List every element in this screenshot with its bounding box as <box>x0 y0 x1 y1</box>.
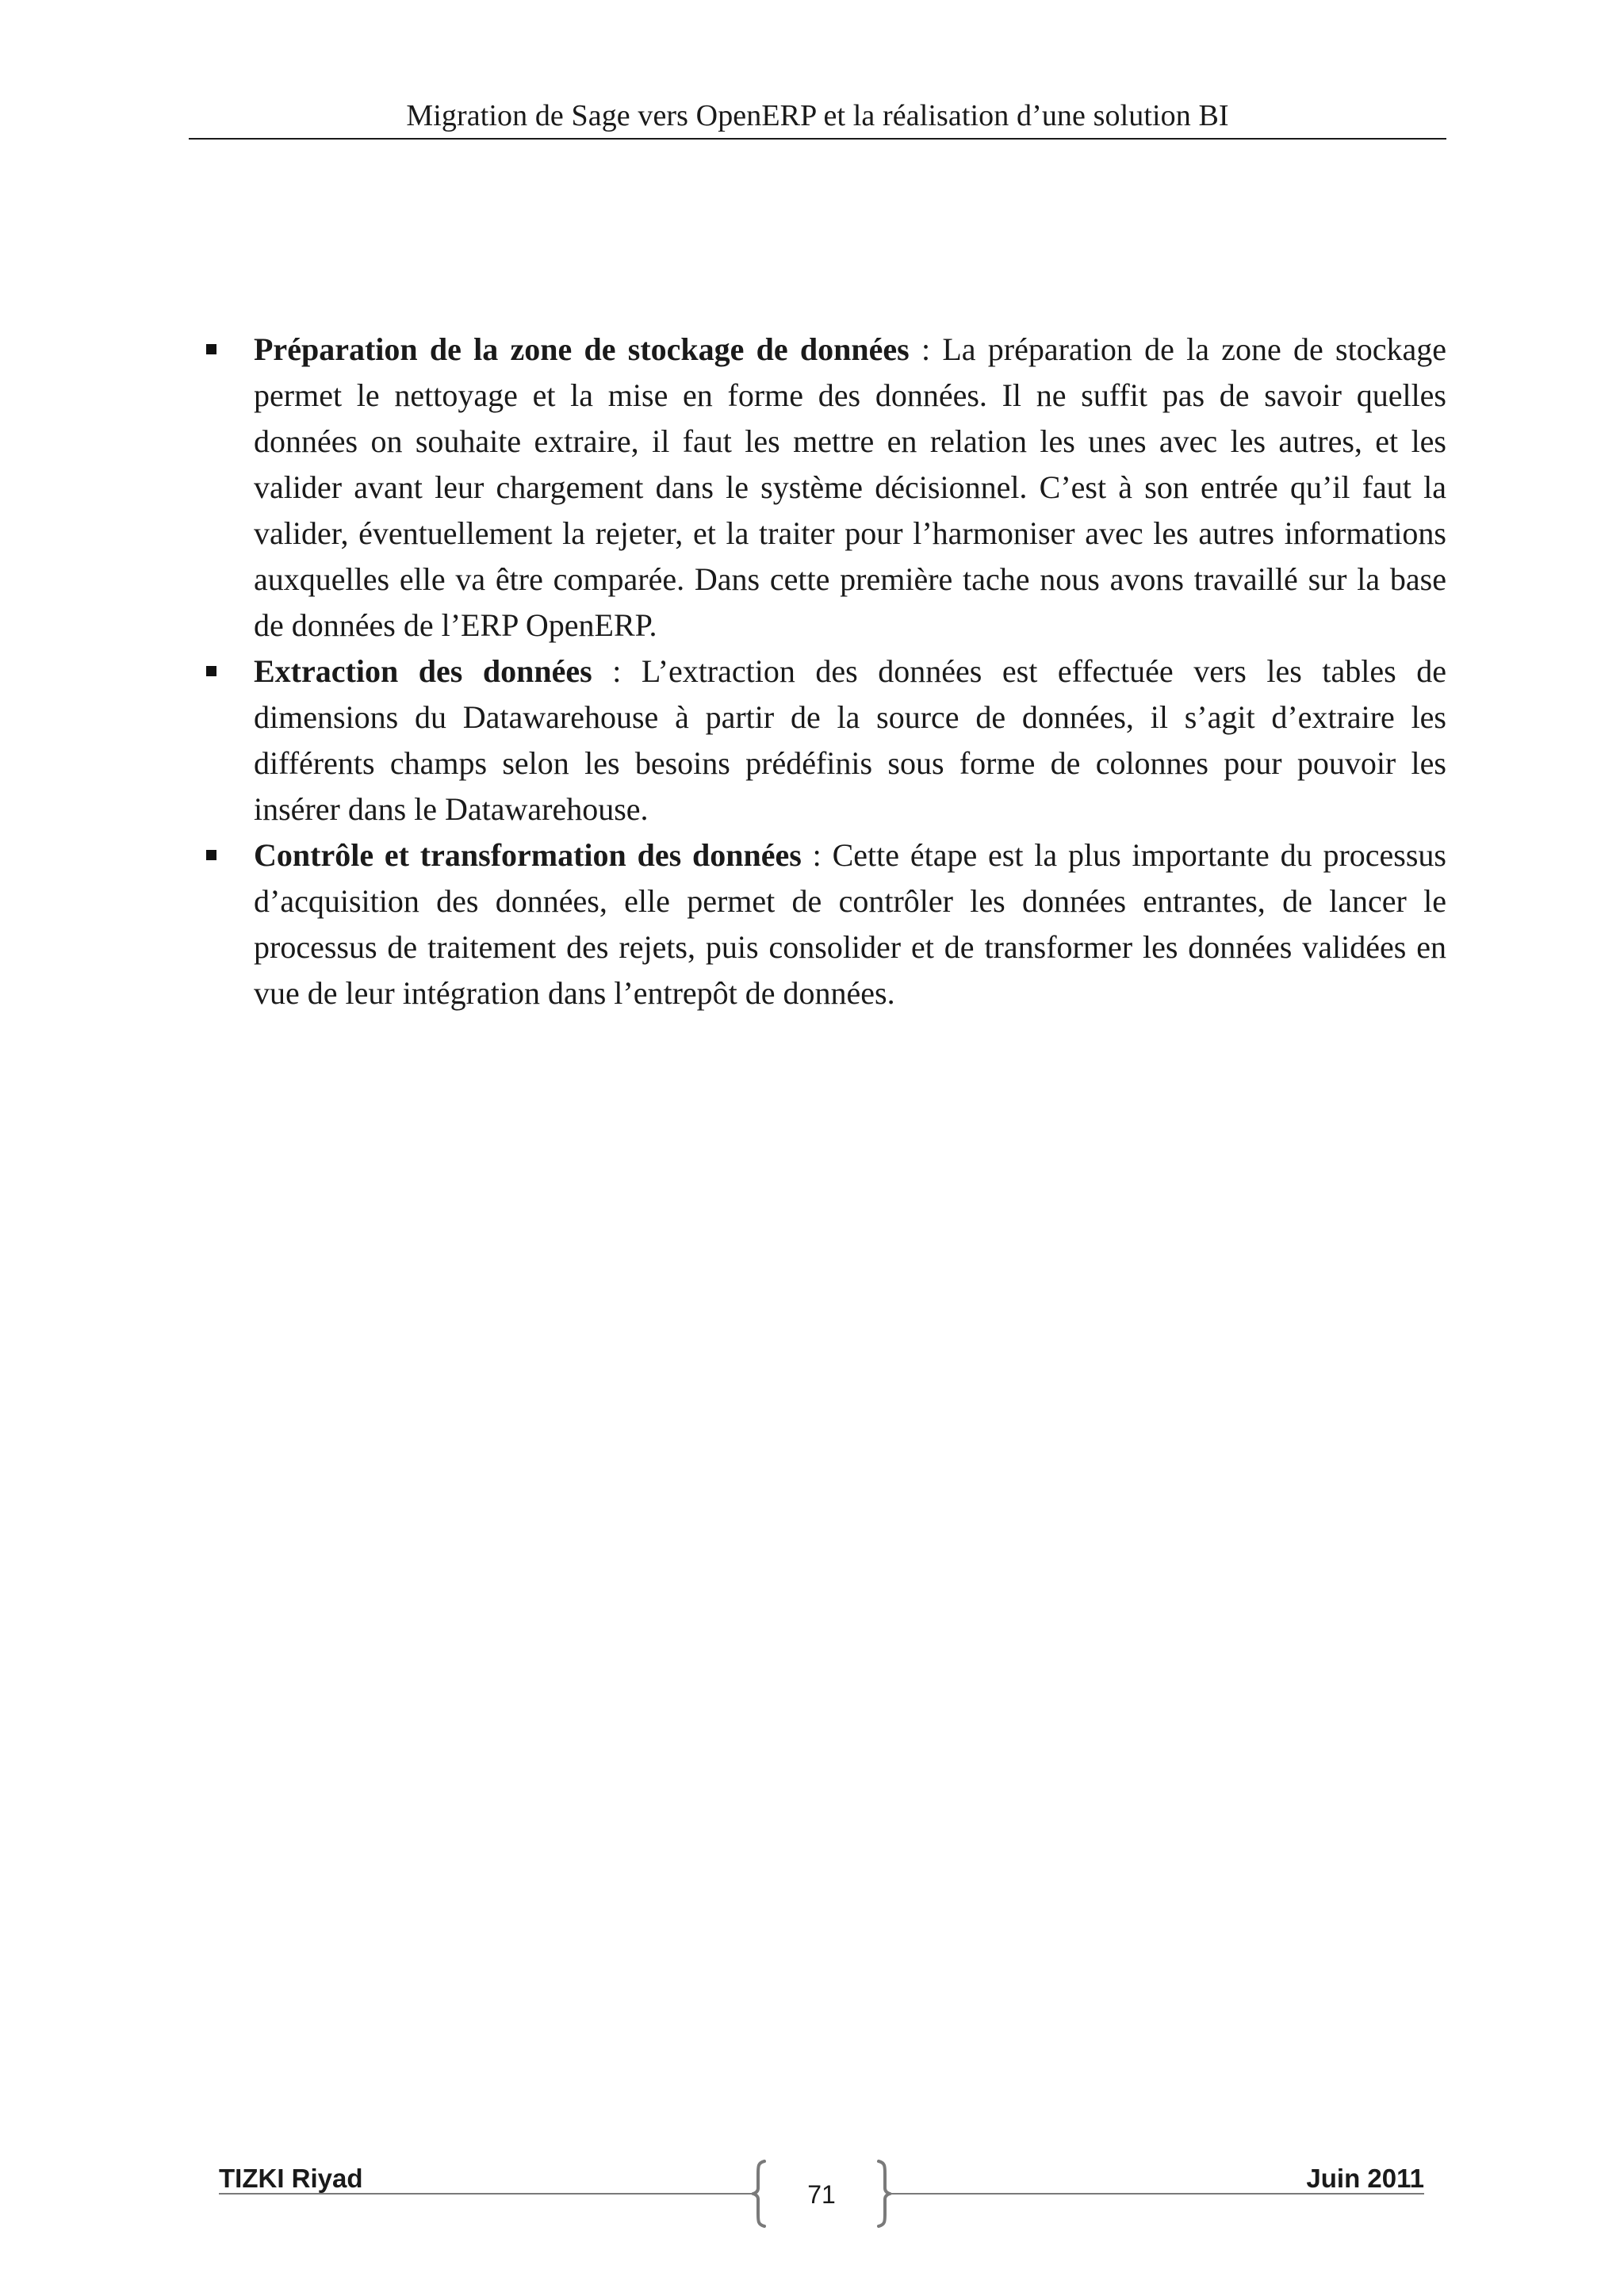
page-body <box>203 327 1446 1016</box>
square-bullet-icon <box>206 666 216 676</box>
document-title: Migration de Sage vers OpenERP et la réalisation d’une solution BI <box>406 99 1229 132</box>
list-item <box>203 649 1446 832</box>
page-footer <box>219 2160 1424 2231</box>
footer-date: Juin 2011 <box>1306 2164 1424 2193</box>
list-item-text: Cette étape est la plus importante du processus d’acquisition des données, elle permet de contrôler les données entrantes, de lancer le processus de traitement des rejets, puis consolider et de transformer les données validées en vue de leur intégration dans l’entrepôt de données. <box>254 837 1446 1011</box>
list-item-term: Extraction des données <box>254 653 592 689</box>
page-number: 71 <box>807 2180 836 2209</box>
page-header <box>189 94 1446 140</box>
bullet-list <box>203 327 1446 1016</box>
list-item-separator: : <box>592 653 642 689</box>
square-bullet-icon <box>206 850 216 860</box>
square-bullet-icon <box>206 344 216 354</box>
footer-rule-left <box>219 2193 752 2195</box>
list-item-term: Contrôle et transformation des données <box>254 837 802 873</box>
list-item-separator: : <box>909 331 943 367</box>
footer-author: TIZKI Riyad <box>219 2164 363 2193</box>
right-brace-icon <box>875 2160 891 2228</box>
list-item-term: Préparation de la zone de stockage de données <box>254 331 910 367</box>
page-number-box <box>752 2160 891 2231</box>
list-item-separator: : <box>801 837 833 873</box>
list-item <box>203 327 1446 649</box>
list-item <box>203 832 1446 1016</box>
list-item-text: La préparation de la zone de stockage permet le nettoyage et la mise en forme des données. Il ne suffit pas de savoir quelles données on souhaite extraire, il faut les mettre en relation les unes avec les autres, et les valider avant leur chargement dans le système décisionnel. C’est à son entrée qu’il faut la valider, éventuellement la rejeter, et la traiter pour l’harmoniser avec les autres informations auxquelles elle va être comparée. Dans cette première tache nous avons travaillé sur la base de données de l’ERP OpenERP. <box>254 331 1446 643</box>
list-item-text: L’extraction des données est effectuée vers les tables de dimensions du Datawarehouse à partir de la source de données, il s’agit d’extraire les différents champs selon les besoins prédéfinis sous forme de colonnes pour pouvoir les insérer dans le Datawarehouse. <box>254 653 1446 827</box>
